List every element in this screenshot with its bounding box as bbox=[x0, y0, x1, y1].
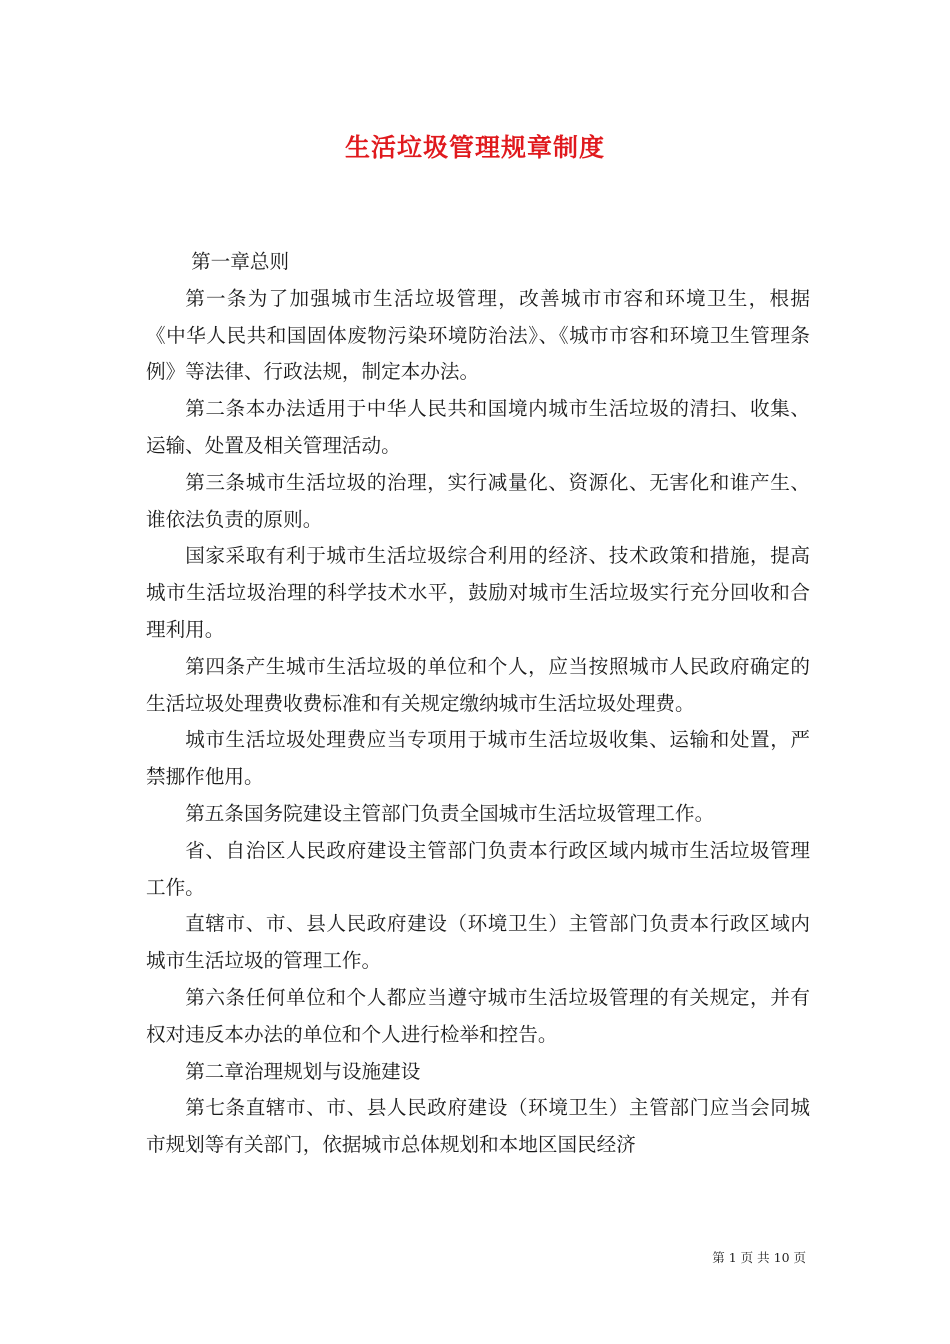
paragraph-article-3-cont: 国家采取有利于城市生活垃圾综合利用的经济、技术政策和措施，提高城市生活垃圾治理的科学技术水平，鼓励对城市生活垃圾实行充分回收和合理利用。 bbox=[146, 544, 810, 641]
paragraph-article-5-cont-2: 直辖市、市、县人民政府建设（环境卫生）主管部门负责本行政区域内城市生活垃圾的管理工作。 bbox=[146, 912, 810, 973]
document-title: 生活垃圾管理规章制度 bbox=[344, 133, 605, 162]
paragraph-article-4: 第四条产生城市生活垃圾的单位和个人，应当按照城市人民政府确定的生活垃圾处理费收费标准和有关规定缴纳城市生活垃圾处理费。 bbox=[146, 654, 810, 715]
paragraph-article-6: 第六条任何单位和个人都应当遵守城市生活垃圾管理的有关规定，并有权对违反本办法的单位和个人进行检举和控告。 bbox=[146, 985, 810, 1046]
page-number: 第 1 页 共 10 页 bbox=[712, 1250, 806, 1265]
paragraph-article-5-cont-1: 省、自治区人民政府建设主管部门负责本行政区域内城市生活垃圾管理工作。 bbox=[146, 838, 810, 899]
paragraph-article-1: 第一条为了加强城市生活垃圾管理，改善城市市容和环境卫生，根据《中华人民共和国固体废物污染环境防治法》、《城市市容和环境卫生管理条例》等法律、行政法规，制定本办法。 bbox=[146, 286, 810, 384]
chapter-heading-2: 第二章治理规划与设施建设 bbox=[185, 1059, 421, 1083]
document-body bbox=[146, 244, 810, 1164]
paragraph-article-4-cont: 城市生活垃圾处理费应当专项用于城市生活垃圾收集、运输和处置，严禁挪作他用。 bbox=[146, 728, 810, 789]
paragraph-article-3: 第三条城市生活垃圾的治理，实行减量化、资源化、无害化和谁产生、谁依法负责的原则。 bbox=[146, 470, 810, 531]
paragraph-article-7: 第七条直辖市、市、县人民政府建设（环境卫生）主管部门应当会同城市规划等有关部门，依据城市总体规划和本地区国民经济 bbox=[146, 1096, 810, 1157]
paragraph-article-2: 第二条本办法适用于中华人民共和国境内城市生活垃圾的清扫、收集、运输、处置及相关管理活动。 bbox=[146, 397, 810, 457]
chapter-heading-1: 第一章总则 bbox=[191, 250, 290, 273]
paragraph-article-5: 第五条国务院建设主管部门负责全国城市生活垃圾管理工作。 bbox=[185, 801, 715, 825]
